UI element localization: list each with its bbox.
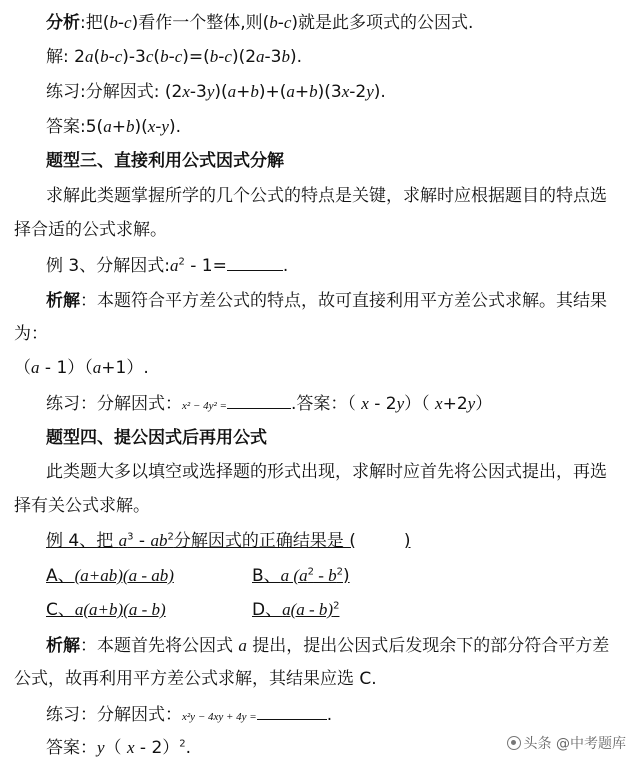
example-4-line: 例 4、把 $a^3 - ab^2$分解因式的正确结果是 ( )	[46, 531, 411, 551]
practice-line-3: 练习：分解因式：x²y − 4xy + 4y = .	[46, 705, 333, 725]
example-3-line: 例 3、分解因式$:a^2 - 1=$ .	[46, 256, 289, 276]
solution-line: 解: 2a(b-c)-3c(b-c)=(b-c)(2a-3b).	[46, 47, 303, 67]
paragraph-line: 求解此类题掌握所学的几个公式的特点是关键，求解时应根据题目的特点选	[46, 186, 607, 206]
practice-line-1: 练习:分解因式: (2x-3y)(a+b)+(a+b)(3x-2y).	[46, 82, 386, 102]
paragraph-line: 为：	[14, 324, 48, 344]
paragraph-line: 公式，故再利用平方差公式求解，其结果应选 C.	[14, 669, 377, 689]
section-heading-4: 题型四、提公因式后再用公式	[46, 428, 267, 448]
option-c[interactable]: C、a(a+b)(a - b)	[46, 600, 166, 620]
formula: x² − 4y² =	[182, 400, 227, 412]
practice-line-2: 练习：分解因式：x² − 4y² = .答案：（ x - 2y）（ x+2y）	[46, 394, 493, 414]
result-line: （a - 1）（a+1）.	[14, 358, 149, 378]
answer-blank[interactable]	[227, 392, 291, 409]
options-row-1	[0, 565, 640, 587]
answer-blank[interactable]	[257, 703, 327, 720]
paragraph-line: 择合适的公式求解。	[14, 220, 167, 240]
analysis-line: 析解：本题符合平方差公式的特点，故可直接利用平方差公式求解。其结果	[46, 291, 607, 311]
camera-icon	[507, 736, 521, 750]
answer-line-1: 答案:5(a+b)(x-y).	[46, 117, 181, 137]
answer-blank[interactable]	[227, 254, 283, 271]
analysis-line: 分析:把(b-c)看作一个整体,则(b-c)就是此多项式的公因式.	[46, 13, 474, 33]
analysis-line: 析解：本题首先将公因式 a 提出，提出公因式后发现余下的部分符合平方差	[46, 636, 610, 656]
option-d[interactable]: D、a(a - b)$^2$	[252, 600, 340, 620]
paragraph-line: 择有关公式求解。	[14, 496, 150, 516]
watermark-text: 头条 @中考题库	[523, 736, 626, 752]
option-b[interactable]: B、a $(a^2 - b^2)$	[252, 566, 350, 586]
paragraph-line: 此类题大多以填空或选择题的形式出现，求解时应首先将公因式提出，再选	[46, 462, 607, 482]
analysis-lead: 分析	[46, 13, 80, 33]
formula: x²y − 4xy + 4y =	[182, 711, 257, 723]
section-heading-3: 题型三、直接利用公式因式分解	[46, 151, 284, 171]
watermark	[507, 733, 626, 753]
answer-line-3: 答案：y（ x - 2）$^2$.	[46, 738, 192, 758]
options-row-2	[0, 599, 640, 621]
option-a[interactable]: A、(a+ab)(a - ab)	[46, 566, 174, 586]
